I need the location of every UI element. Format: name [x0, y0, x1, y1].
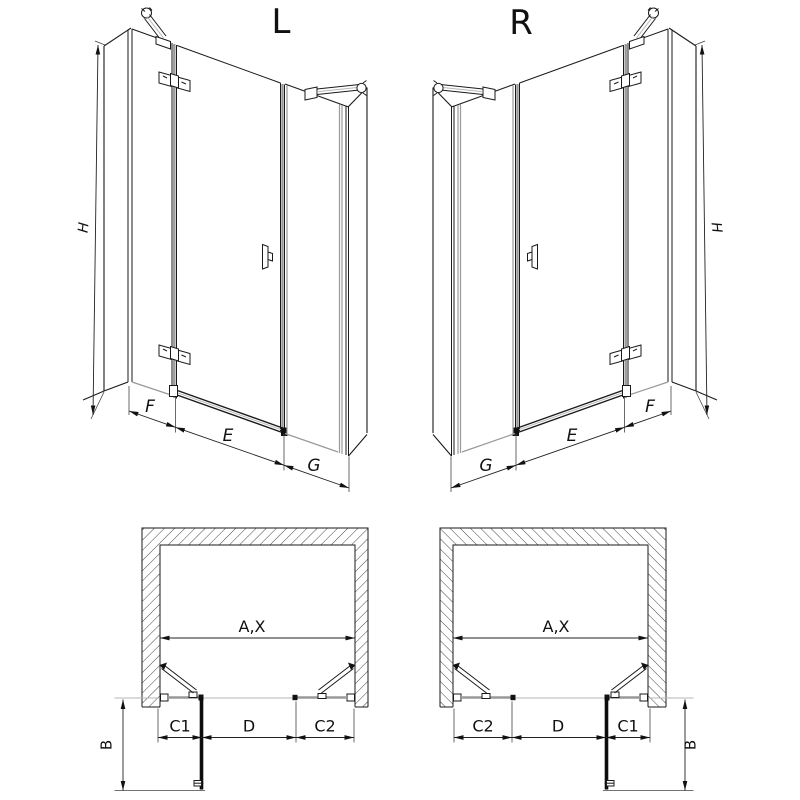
dim-label-ax-left: A,X — [238, 617, 266, 636]
brace-left — [160, 663, 197, 694]
height-dimension — [91, 41, 105, 419]
left-wall — [83, 28, 132, 400]
dim-label-d-left: D — [242, 716, 256, 736]
threshold-end-block — [170, 386, 178, 397]
dim-label-g-right: G — [479, 456, 493, 476]
dim-label-f-right: F — [645, 397, 655, 417]
plan-view-left — [115, 528, 369, 791]
glass-assembly-plan — [161, 692, 355, 701]
dim-label-g-left: G — [307, 456, 321, 476]
dim-label-c1-left: C1 — [169, 716, 191, 736]
dim-label-b-left: B — [97, 739, 116, 751]
perspective-view-left — [83, 8, 367, 493]
side-panel-g — [285, 84, 349, 456]
open-door-plan — [194, 698, 204, 790]
door-panel — [177, 46, 285, 434]
plan-view-right — [440, 528, 694, 791]
dim-label-f-left: F — [145, 397, 155, 417]
view-title-left: L — [271, 2, 291, 42]
support-bar-left — [142, 8, 171, 50]
view-title-right: R — [509, 3, 533, 43]
dim-label-e-left: E — [222, 426, 234, 446]
perspective-view-right — [433, 8, 717, 493]
dim-label-e-right: E — [566, 426, 578, 446]
dim-label-b-right: B — [681, 739, 700, 751]
depth-dimension — [115, 698, 206, 791]
dim-label-c2-right: C2 — [472, 716, 494, 736]
brace-foot-right — [318, 694, 326, 699]
dim-label-h-left: H — [75, 221, 93, 234]
right-wall — [349, 88, 368, 457]
dim-label-c1-right: C1 — [617, 716, 639, 736]
dim-label-c2-left: C2 — [314, 716, 336, 736]
wall-profile-left — [161, 694, 169, 701]
wall-profile-right — [347, 694, 355, 701]
hinge-profile — [172, 43, 177, 399]
dim-label-h-right: H — [707, 221, 725, 234]
dim-label-d-right: D — [551, 716, 565, 736]
bottom-dimensions — [129, 386, 349, 492]
door-handle — [263, 245, 273, 270]
dim-label-ax-right: A,X — [542, 617, 570, 636]
brace-right — [319, 663, 356, 694]
panel-bracket — [293, 695, 298, 700]
